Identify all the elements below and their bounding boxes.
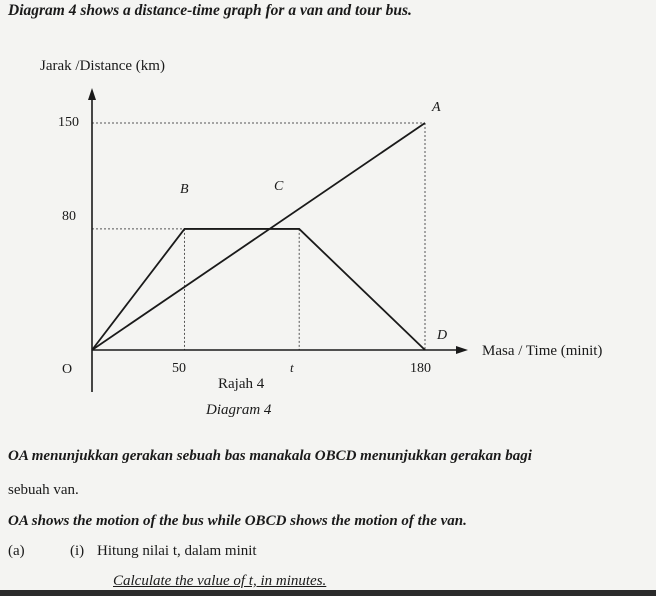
- x-axis-arrow: [456, 346, 468, 354]
- origin-label: O: [62, 362, 73, 377]
- point-label-a: A: [432, 100, 441, 115]
- y-tick-150: 150: [58, 115, 79, 130]
- x-tick-t: t: [290, 360, 294, 375]
- point-label-c: C: [274, 179, 284, 194]
- chart-series: [92, 123, 425, 350]
- paragraph-malay-line2: sebuah van.: [8, 482, 79, 498]
- series-line-oa: [92, 123, 425, 350]
- y-axis-arrow: [88, 88, 96, 100]
- series-line-obcd: [92, 229, 425, 350]
- bottom-edge-bar: [0, 590, 656, 596]
- x-tick-50: 50: [172, 361, 186, 376]
- x-tick-180: 180: [410, 361, 431, 376]
- question-part: (a): [8, 543, 25, 559]
- caption-malay: Rajah 4: [218, 376, 265, 392]
- point-label-b: B: [180, 182, 189, 197]
- caption-english: Diagram 4: [206, 402, 272, 418]
- x-axis-label: Masa / Time (minit): [482, 343, 603, 359]
- paragraph-malay-line1: OA menunjukkan gerakan sebuah bas manakala OBCD menunjukkan gerakan bagi: [8, 448, 532, 464]
- point-label-d: D: [437, 328, 448, 343]
- question-text-malay: Hitung nilai t, dalam minit: [97, 543, 257, 559]
- y-tick-80: 80: [62, 209, 76, 224]
- intro-text: Diagram 4 shows a distance-time graph for a van and tour bus.: [8, 2, 412, 19]
- paragraph-english: OA shows the motion of the bus while OBCD shows the motion of the van.: [8, 513, 467, 529]
- y-axis-label: Jarak /Distance (km): [40, 58, 165, 74]
- question-sub: (i): [70, 543, 85, 559]
- question-text-english: Calculate the value of t, in minutes.: [113, 573, 327, 589]
